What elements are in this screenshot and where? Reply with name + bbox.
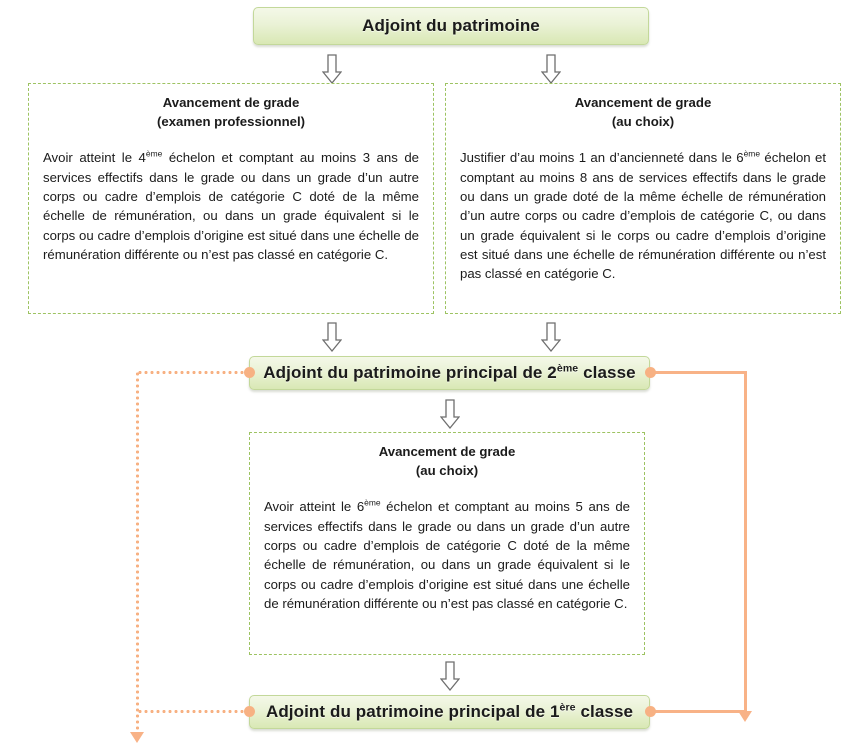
dotted-connector-left-vertical (136, 371, 139, 734)
condition-box-au-choix-top (445, 83, 841, 314)
connector-principal2-right-horizontal (650, 371, 746, 374)
condition-body-part2: échelon et comptant au moins 8 ans de services effectifs dans le grade ou dans un grade doté de la même échelle de rémunération d’un autre corps ou cadre d’emplois de catégorie C, ou dans un grade équivalent si le corps ou cadre d’emplois d’origine est situé dans une échelle de rémunération différente ou n’est pas classé en catégorie C. (460, 150, 826, 282)
connector-dot-principal2-right (645, 367, 656, 378)
connector-right-vertical (744, 371, 747, 713)
dotted-connector-principal2-left-horizontal (137, 371, 247, 374)
grade-bar-adjoint-du-patrimoine[interactable] (253, 7, 649, 45)
arrow-head-down-right (738, 711, 752, 722)
arrow-down-icon-exam-pro-to-principal2 (322, 322, 342, 352)
condition-body-au-choix-mid (264, 497, 630, 613)
condition-body-part1: Avoir atteint le 4 (43, 150, 146, 166)
condition-title-line1: Avancement de grade (574, 95, 712, 110)
condition-title-line1: Avancement de grade (378, 444, 516, 459)
grade-bar-label: Adjoint du patrimoine (362, 16, 540, 35)
condition-title-line1: Avancement de grade (162, 95, 300, 110)
condition-title-au-choix-top (460, 94, 826, 131)
condition-title-examen-professionnel (43, 94, 419, 131)
grade-bar-principal-1ere-classe[interactable] (249, 695, 650, 729)
dotted-connector-principal1-left-horizontal (137, 710, 247, 713)
condition-title-au-choix-mid (264, 443, 630, 480)
condition-title-line2: (au choix) (415, 462, 479, 478)
connector-principal1-right-horizontal (650, 710, 746, 713)
arrow-down-icon-to-au-choix-top (541, 54, 561, 84)
condition-body-superscript: ème (743, 149, 761, 160)
condition-box-examen-professionnel (28, 83, 434, 314)
connector-dot-principal1-left (244, 706, 255, 717)
condition-body-au-choix-top (460, 148, 826, 283)
grade-bar-principal-2eme-classe[interactable] (249, 356, 650, 390)
condition-body-part2: échelon et comptant au moins 3 ans de services effectifs dans le grade ou dans un grade d’un autre corps ou cadre d’emplois de catégorie C doté de la même échelle de rémunération, ou dans un grade équivalent si le corps ou cadre d’emplois d’origine est situé dans une échelle de rémunération différente ou n’est pas classé en catégorie C. (43, 150, 420, 262)
arrow-head-down-left (130, 732, 144, 743)
condition-title-line2: (examen professionnel) (156, 113, 306, 129)
arrow-down-icon-au-choix-to-principal2 (541, 322, 561, 352)
condition-body-superscript: ème (364, 498, 381, 509)
condition-body-part1: Justifier d’au moins 1 an d’ancienneté dans le 6 (460, 150, 744, 166)
arrow-down-icon-au-choix-mid-to-principal1 (440, 661, 460, 691)
grade-bar-label-superscript: ère (559, 701, 576, 714)
condition-body-superscript: ème (145, 149, 163, 160)
grade-bar-label-superscript: ème (556, 362, 579, 375)
condition-body-part1: Avoir atteint le 6 (264, 499, 365, 515)
arrow-down-icon-principal2-to-au-choix-mid (440, 399, 460, 429)
arrow-down-icon-to-exam-pro (322, 54, 342, 84)
condition-body-part2: échelon et comptant au moins 5 ans de services effectifs dans le grade ou dans un grade d’un autre corps ou cadre d’emplois de catégorie C doté de la même échelle de rémunération, ou dans un grade équivalent si le corps ou cadre d’emplois d’origine est situé dans une échelle de rémunération différente ou n’est pas classé en catégorie C. (264, 499, 630, 611)
grade-bar-label: Adjoint du patrimoine principal de 1ère classe (265, 701, 634, 721)
condition-box-au-choix-mid (249, 432, 645, 655)
connector-dot-principal1-right (645, 706, 656, 717)
condition-title-line2: (au choix) (611, 113, 675, 129)
grade-bar-label: Adjoint du patrimoine principal de 2ème classe (263, 362, 636, 382)
condition-body-examen-professionnel (43, 148, 419, 264)
connector-dot-principal2-left (244, 367, 255, 378)
